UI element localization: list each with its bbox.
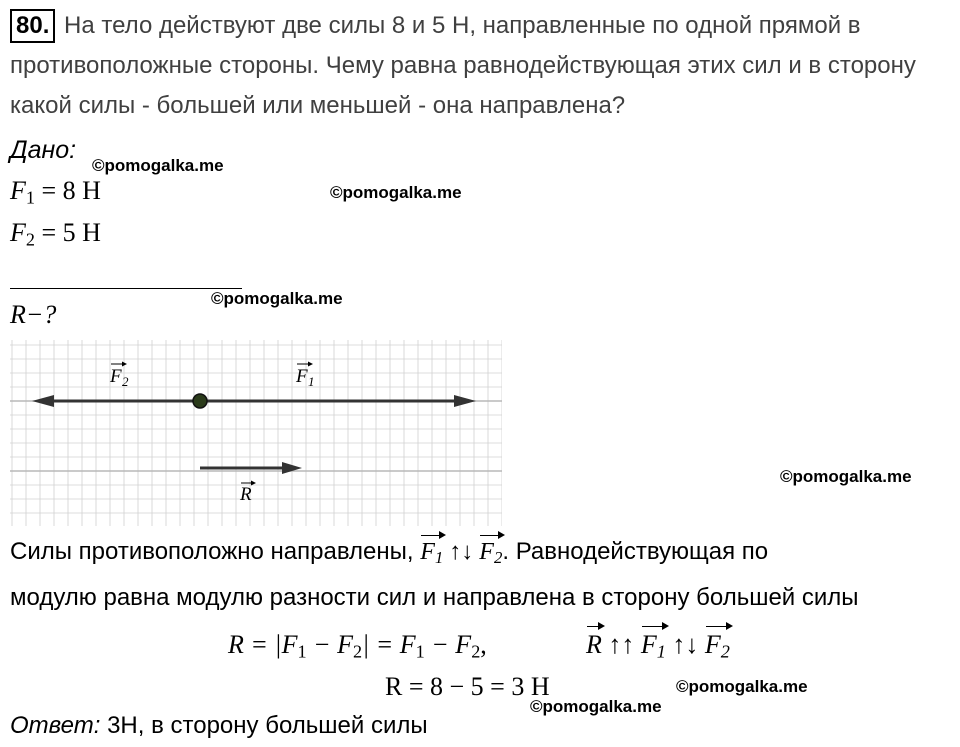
application-point <box>193 394 207 408</box>
numeric-result: R = 8 − 5 = 3 Н <box>385 672 550 701</box>
f2-arrowhead <box>32 395 54 407</box>
watermark: ©pomogalka.me <box>330 183 462 202</box>
answer-text: 3Н, в сторону большей силы <box>107 712 428 739</box>
solution-line-2: модулю равна модулю разности сил и направлена в сторону большей силы <box>10 584 859 611</box>
given-label: Дано: <box>10 136 77 164</box>
formula-end: , <box>480 630 487 659</box>
f2-symbol: F <box>10 218 26 247</box>
opposite-symbol: ↑↓ <box>672 630 699 659</box>
f1-symbol: F <box>10 176 26 205</box>
opposite-symbol: ↑↓ <box>449 539 474 565</box>
solution-line-1-text: Силы противоположно направлены, <box>10 538 414 565</box>
find-quantity: R−? <box>10 300 57 329</box>
watermark: ©pomogalka.me <box>676 677 808 696</box>
opposite-relation <box>420 539 503 568</box>
answer-label: Ответ: <box>10 712 101 739</box>
watermark: ©pomogalka.me <box>92 156 224 175</box>
problem-text: На тело действуют две силы 8 и 5 Н, направленные по одной прямой в противоположные стороны. Чему равна равнодействующая этих сил и в сторону какой силы - большей или меньшей - она направлена? <box>10 12 916 119</box>
same-direction-symbol: ↑↑ <box>608 630 635 659</box>
solution-line-1 <box>10 538 768 568</box>
f1-diagram-label <box>295 362 315 390</box>
problem-number: 80. <box>10 9 55 43</box>
formula-part-1: R = |F <box>228 630 298 659</box>
solution-line-1-tail: . Равнодействующая по <box>502 538 769 565</box>
watermark: ©pomogalka.me <box>530 697 662 716</box>
direction-relation <box>586 630 730 663</box>
f2-diagram-label <box>109 362 129 390</box>
f1-subscript: 1 <box>25 187 35 208</box>
f1-diagram-subscript: 1 <box>308 374 315 389</box>
watermark: ©pomogalka.me <box>780 467 912 486</box>
f1-value: = 8 Н <box>41 176 101 205</box>
given-f1 <box>10 176 101 209</box>
formula-part-2: − F <box>306 630 353 659</box>
given-divider <box>10 288 242 289</box>
given-f2 <box>10 218 101 251</box>
f2-vector: $F_2$ <box>704 630 730 662</box>
formula-line: $R = |F_1 - F_2| = F_1 - F_2$, <box>228 630 487 662</box>
f1-diagram-symbol: F <box>296 366 308 387</box>
r-vector: R <box>586 630 602 659</box>
diagram-grid <box>10 340 502 526</box>
problem-statement <box>10 6 955 126</box>
f2-diagram-symbol: F <box>110 366 122 387</box>
f2-diagram-subscript: 2 <box>122 374 129 389</box>
formula-part-3: | = F <box>362 630 416 659</box>
f2-vector: $F_2$ <box>479 539 503 568</box>
resultant-diagram-label <box>239 481 256 506</box>
formula-part-4: − F <box>424 630 472 659</box>
answer <box>10 712 428 740</box>
force-diagram <box>10 340 502 526</box>
f2-value: = 5 Н <box>41 218 101 247</box>
resultant-diagram-symbol: R <box>240 484 252 505</box>
f2-subscript: 2 <box>25 229 35 250</box>
f1-arrowhead <box>454 395 476 407</box>
f1-vector: $F_1$ <box>420 539 444 568</box>
watermark: ©pomogalka.me <box>211 289 343 308</box>
f1-vector: $F_1$ <box>640 630 666 662</box>
